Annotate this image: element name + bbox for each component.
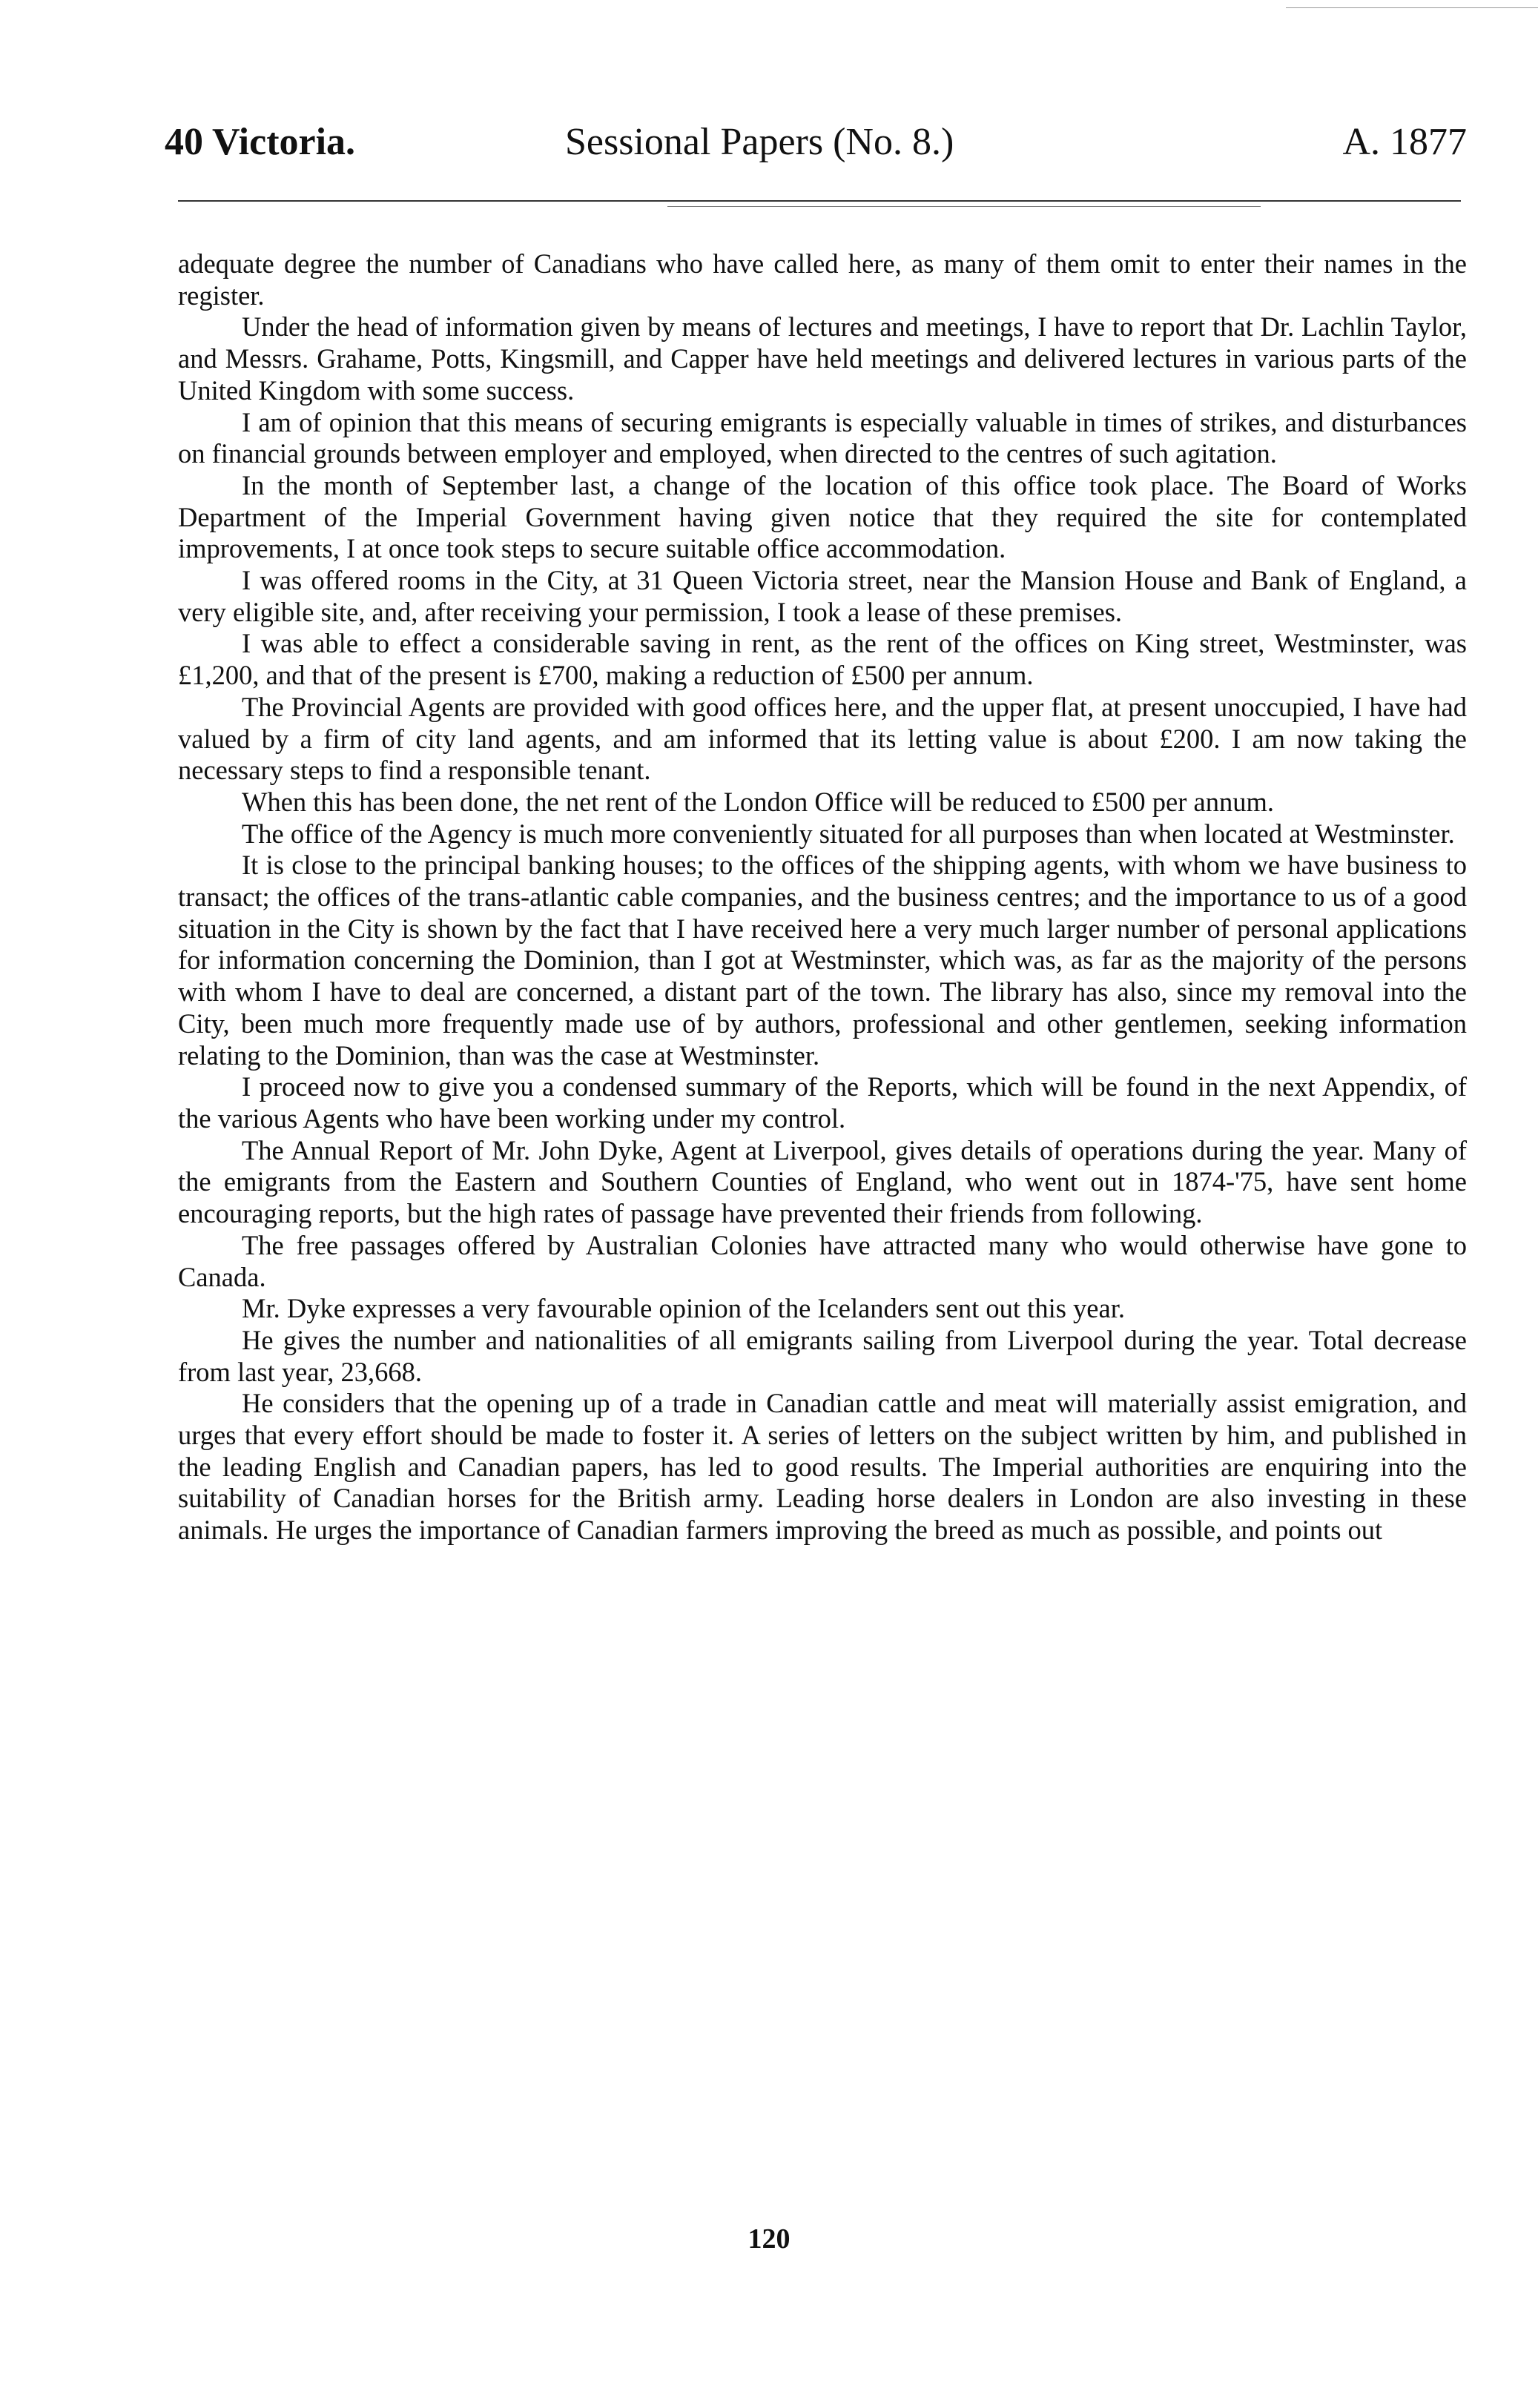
header-year: A. 1877 [1342, 121, 1467, 163]
top-edge-rule [1286, 7, 1538, 8]
paragraph: Under the head of information given by means of lectures and meetings, I have to report that Dr. Lachlin Taylor, and Messrs. Grahame, Potts, Kingsmill, and Capper have held meetings and delivered lectures in various parts of the United Kingdom with some success. [178, 311, 1467, 406]
page-number: 120 [747, 2223, 791, 2255]
paragraph: The office of the Agency is much more conveniently situated for all purposes than when located at Westminster. [242, 818, 1455, 849]
paragraph: I was able to effect a considerable saving in rent, as the rent of the offices on King street, Westminster, was £1,200, and that of the present is £700, making a reduction of £500 per annum. [178, 628, 1467, 691]
paragraph: He considers that the opening up of a trade in Canadian cattle and meat will materially assist emigration, and urges that every effort should be made to foster it. A series of letters on the subject written by him, and published in the leading English and Canadian papers, has led to good results. The Imperial authorities are enquiring into the suitability of Canadian horses for the British army. Leading horse dealers in London are also investing in these animals. He urges the importance of Canadian farmers improving the breed as much as possible, and points out [178, 1388, 1467, 1546]
paragraph: The Provincial Agents are provided with good offices here, and the upper flat, at present unoccupied, I have had valued by a firm of city land agents, and am informed that its letting value is about £200. I am now taking the necessary steps to find a responsible tenant. [178, 691, 1467, 786]
paragraph: adequate degree the number of Canadians who have called here, as many of them omit to enter their names in the register. [178, 248, 1467, 311]
running-header [165, 120, 1467, 165]
paragraph: The free passages offered by Australian Colonies have attracted many who would otherwise have gone to Canada. [178, 1229, 1467, 1292]
paragraph: I am of opinion that this means of securing emigrants is especially valuable in times of strikes, and disturbances on financial grounds between employer and employed, when directed to the centres of such agitation. [178, 406, 1467, 469]
paragraph: The Annual Report of Mr. John Dyke, Agent at Liverpool, gives details of operations during the year. Many of the emigrants from the Eastern and Southern Counties of England, who went out in 1874-'75, have sent home encouraging reports, but the high rates of passage have prevented their friends from following. [178, 1134, 1467, 1229]
paragraph: He gives the number and nationalities of all emigrants sailing from Liverpool during the year. Total decrease from last year, 23,668. [178, 1324, 1467, 1387]
header-rule [178, 200, 1461, 202]
header-session: 40 Victoria. [165, 121, 356, 163]
paragraph: It is close to the principal banking houses; to the offices of the shipping agents, with whom we have business to transact; the offices of the trans-atlantic cable companies, and the business centres; and the importance to us of a good situation in the City is shown by the fact that I have received here a very much larger number of personal applications for information concerning the Dominion, than I got at Westminster, which was, as far as the majority of the persons with whom I have to deal are concerned, a distant part of the town. The library has also, since my removal into the City, been much more frequently made use of by authors, professional and other gentlemen, seeking information relating to the Dominion, than was the case at Westminster. [178, 850, 1467, 1071]
body-text [178, 248, 1467, 1547]
header-rule-secondary [667, 206, 1261, 207]
paragraph: I proceed now to give you a condensed summary of the Reports, which will be found in the next Appendix, of the various Agents who have been working under my control. [178, 1071, 1467, 1134]
paragraph: I was offered rooms in the City, at 31 Queen Victoria street, near the Mansion House and Bank of England, a very eligible site, and, after receiving your permission, I took a lease of these premises. [178, 565, 1467, 627]
paragraph: In the month of September last, a change of the location of this office took place. The Board of Works Department of the Imperial Government having given notice that they required the site for contemplated improvements, I at once took steps to secure suitable office accommodation. [178, 469, 1467, 564]
paragraph: Mr. Dyke expresses a very favourable opinion of the Icelanders sent out this year. [242, 1293, 1125, 1324]
header-series: Sessional Papers (No. 8.) [565, 121, 954, 163]
paragraph: When this has been done, the net rent of the London Office will be reduced to £500 per annum. [242, 786, 1274, 817]
